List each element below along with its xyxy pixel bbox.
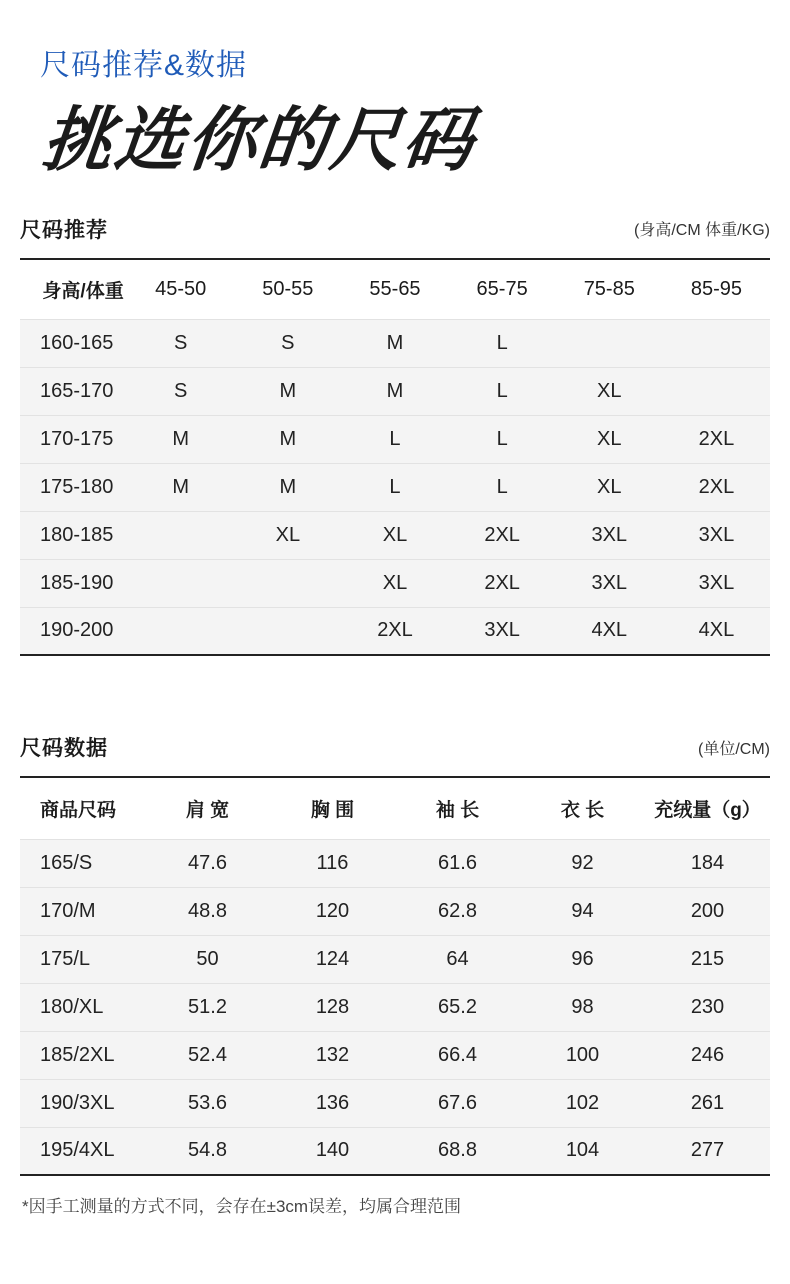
table-cell: 230: [645, 983, 770, 1031]
table-cell: 175-180: [20, 463, 127, 511]
table-cell: 140: [270, 1127, 395, 1175]
table-cell: L: [449, 415, 556, 463]
table-row: [20, 607, 770, 655]
table-row: [20, 1127, 770, 1175]
table-cell: 132: [270, 1031, 395, 1079]
table-cell: S: [234, 319, 341, 367]
table-cell: 96: [520, 935, 645, 983]
table-cell: 190/3XL: [20, 1079, 145, 1127]
column-header: 75-85: [556, 259, 663, 319]
page-headline: 挑选你的尺码: [38, 101, 479, 179]
table-cell: 61.6: [395, 839, 520, 887]
table-cell: 98: [520, 983, 645, 1031]
column-header: 充绒量（g）: [645, 777, 770, 839]
recommend-section-title: 尺码推荐: [20, 219, 108, 242]
column-header: 45-50: [127, 259, 234, 319]
table-cell: 261: [645, 1079, 770, 1127]
size-recommend-table: [20, 258, 770, 656]
table-cell: 128: [270, 983, 395, 1031]
table-row: [20, 887, 770, 935]
table-cell: M: [234, 415, 341, 463]
table-cell: 3XL: [663, 559, 770, 607]
table-cell: 120: [270, 887, 395, 935]
column-header: 肩 宽: [145, 777, 270, 839]
table-cell: XL: [556, 463, 663, 511]
table-cell: 92: [520, 839, 645, 887]
table-cell: [556, 319, 663, 367]
table-cell: XL: [341, 559, 448, 607]
table-cell: 170-175: [20, 415, 127, 463]
table-row: [20, 511, 770, 559]
table-cell: XL: [556, 415, 663, 463]
table-cell: 64: [395, 935, 520, 983]
table-row: [20, 319, 770, 367]
table-cell: 185/2XL: [20, 1031, 145, 1079]
table-cell: 277: [645, 1127, 770, 1175]
table-cell: M: [234, 367, 341, 415]
column-header: 50-55: [234, 259, 341, 319]
table-cell: 116: [270, 839, 395, 887]
table-row: [20, 1031, 770, 1079]
table-cell: 4XL: [663, 607, 770, 655]
table-cell: 124: [270, 935, 395, 983]
table-cell: 180/XL: [20, 983, 145, 1031]
measurement-footnote: *因手工测量的方式不同，会存在±3cm误差，均属合理范围: [22, 1197, 462, 1216]
table-cell: 185-190: [20, 559, 127, 607]
table-row: [20, 367, 770, 415]
column-header: 55-65: [341, 259, 448, 319]
table-cell: 54.8: [145, 1127, 270, 1175]
table-cell: 160-165: [20, 319, 127, 367]
recommend-unit-note: (身高/CM 体重/KG): [634, 222, 770, 239]
table-cell: L: [341, 415, 448, 463]
column-header: 身高/体重: [20, 259, 127, 319]
table-cell: M: [127, 463, 234, 511]
table-cell: 246: [645, 1031, 770, 1079]
table-cell: L: [449, 463, 556, 511]
table-cell: 67.6: [395, 1079, 520, 1127]
table-cell: 3XL: [663, 511, 770, 559]
table-cell: 180-185: [20, 511, 127, 559]
table-row: [20, 1079, 770, 1127]
table-row: [20, 983, 770, 1031]
table-cell: 3XL: [449, 607, 556, 655]
table-cell: 136: [270, 1079, 395, 1127]
table-cell: 170/M: [20, 887, 145, 935]
table-row: [20, 415, 770, 463]
column-header: 袖 长: [395, 777, 520, 839]
table-cell: 65.2: [395, 983, 520, 1031]
table-cell: M: [341, 367, 448, 415]
table-cell: [663, 367, 770, 415]
table-cell: 3XL: [556, 511, 663, 559]
table-cell: 68.8: [395, 1127, 520, 1175]
table-cell: 104: [520, 1127, 645, 1175]
table-row: [20, 935, 770, 983]
table-cell: M: [234, 463, 341, 511]
table-cell: [234, 607, 341, 655]
size-data-table: [20, 776, 770, 1176]
table-cell: 215: [645, 935, 770, 983]
table-cell: XL: [556, 367, 663, 415]
table-row: [20, 839, 770, 887]
table-header-row: [20, 259, 770, 319]
table-cell: 184: [645, 839, 770, 887]
sizedata-unit-note: (单位/CM): [698, 741, 770, 758]
table-cell: 62.8: [395, 887, 520, 935]
table-cell: 2XL: [449, 559, 556, 607]
column-header: 商品尺码: [20, 777, 145, 839]
table-cell: [127, 511, 234, 559]
table-cell: M: [127, 415, 234, 463]
table-cell: S: [127, 319, 234, 367]
sizedata-section-title: 尺码数据: [20, 737, 108, 760]
table-cell: 2XL: [449, 511, 556, 559]
table-cell: [127, 607, 234, 655]
table-cell: 2XL: [663, 463, 770, 511]
table-cell: 4XL: [556, 607, 663, 655]
table-cell: M: [341, 319, 448, 367]
table-cell: L: [449, 367, 556, 415]
table-cell: 94: [520, 887, 645, 935]
column-header: 衣 长: [520, 777, 645, 839]
table-cell: 48.8: [145, 887, 270, 935]
table-cell: L: [341, 463, 448, 511]
table-cell: 175/L: [20, 935, 145, 983]
table-cell: 53.6: [145, 1079, 270, 1127]
table-cell: 190-200: [20, 607, 127, 655]
table-cell: S: [127, 367, 234, 415]
page-subtitle: 尺码推荐&数据: [40, 49, 248, 82]
table-cell: 165/S: [20, 839, 145, 887]
table-cell: [127, 559, 234, 607]
table-cell: [663, 319, 770, 367]
table-cell: 66.4: [395, 1031, 520, 1079]
table-row: [20, 559, 770, 607]
column-header: 胸 围: [270, 777, 395, 839]
table-cell: 200: [645, 887, 770, 935]
table-cell: [234, 559, 341, 607]
table-cell: 51.2: [145, 983, 270, 1031]
column-header: 65-75: [449, 259, 556, 319]
table-cell: 47.6: [145, 839, 270, 887]
table-cell: L: [449, 319, 556, 367]
table-cell: 165-170: [20, 367, 127, 415]
table-cell: 195/4XL: [20, 1127, 145, 1175]
table-cell: 52.4: [145, 1031, 270, 1079]
table-row: [20, 463, 770, 511]
table-cell: 2XL: [341, 607, 448, 655]
table-cell: XL: [234, 511, 341, 559]
table-cell: 50: [145, 935, 270, 983]
table-cell: 102: [520, 1079, 645, 1127]
table-cell: XL: [341, 511, 448, 559]
column-header: 85-95: [663, 259, 770, 319]
table-cell: 2XL: [663, 415, 770, 463]
table-header-row: [20, 777, 770, 839]
table-cell: 3XL: [556, 559, 663, 607]
table-cell: 100: [520, 1031, 645, 1079]
